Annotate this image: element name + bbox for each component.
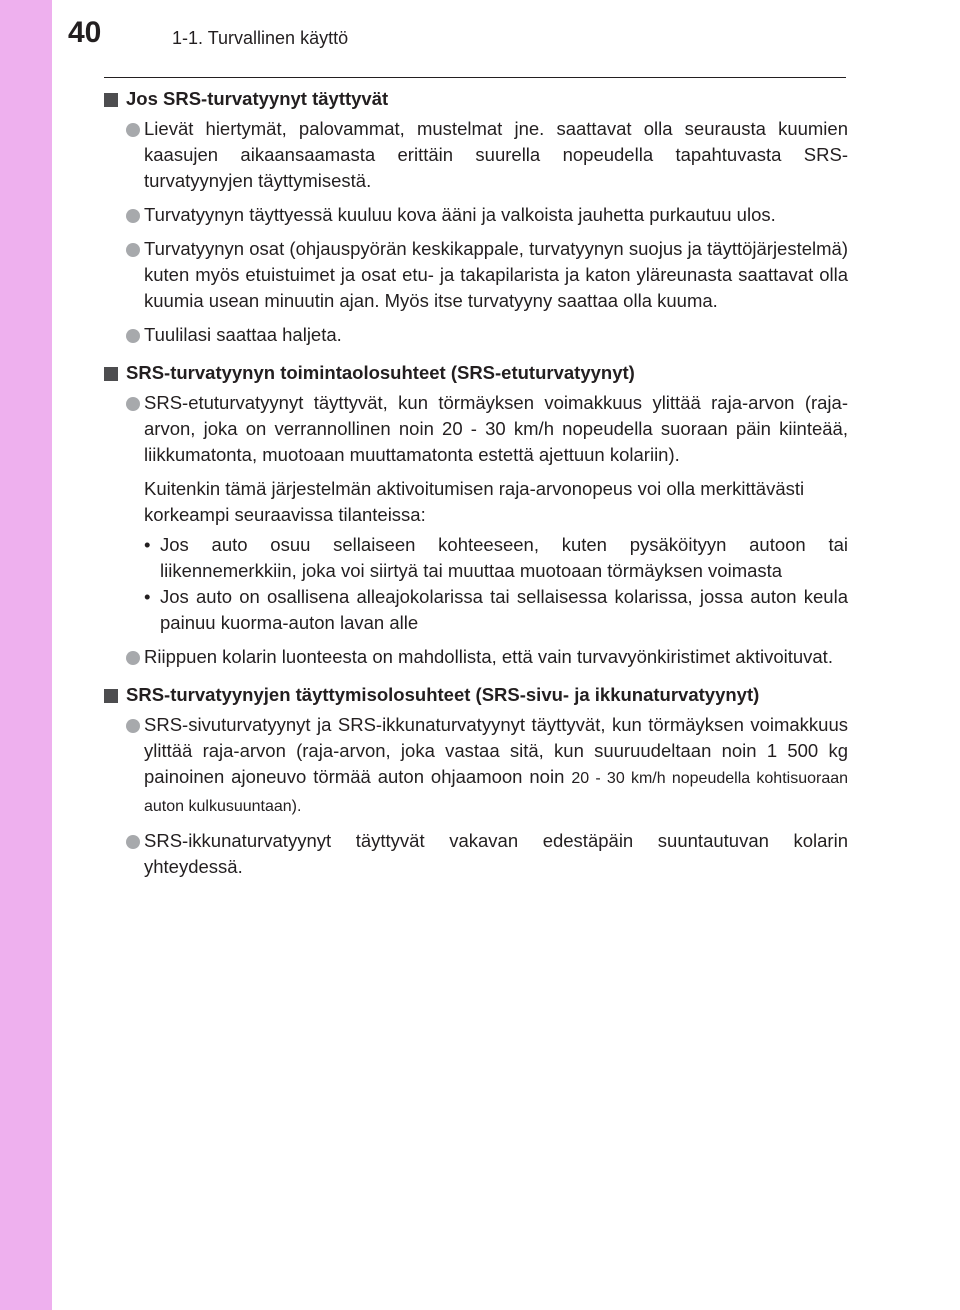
- sub-list-item: [104, 532, 848, 584]
- circle-bullet-icon: [126, 397, 140, 411]
- section-title: 1-1. Turvallinen käyttö: [172, 28, 349, 48]
- list-item-text: SRS-sivuturvatyynyt ja SRS-ikkunaturvatyynyt täyttyvät, kun törmäyksen voimakkuus ylittää raja-arvon (raja-arvon, joka vastaa sitä, kun suuruudeltaan noin 1 500 kg painoinen ajoneuvo törmää auton ohjaamoon noin: [144, 714, 848, 787]
- list-item-text: SRS-etuturvatyynyt täyttyvät, kun törmäyksen voimakkuus ylittää raja-arvon (raja-arvon, joka on verrannollinen noin 20 - 30 km/h nopeudella suoraan päin kiinteää, liikkumatonta, muotoaan muuttamatonta estettä ajettuun kolariin).: [144, 392, 848, 465]
- list-item: [104, 644, 848, 670]
- chapter-tab: [0, 0, 52, 1310]
- heading-text: SRS-turvatyynyn toimintaolosuhteet (SRS-etuturvatyynyt): [126, 362, 635, 383]
- circle-bullet-icon: [126, 209, 140, 223]
- list-item-text-small: 20 - 30 km/h nopeudella kohtisuoraan auton kulkusuuntaan).: [144, 770, 849, 815]
- list-item: [104, 236, 848, 314]
- list-item-text: SRS-ikkunaturvatyynyt täyttyvät vakavan edestäpäin suuntautuvan kolarin yhteydessä.: [144, 830, 848, 877]
- square-bullet-icon: [104, 367, 118, 381]
- circle-bullet-icon: [126, 123, 140, 137]
- circle-bullet-icon: [126, 651, 140, 665]
- dot-bullet-icon: •: [144, 586, 151, 607]
- circle-bullet-icon: [126, 835, 140, 849]
- page-content: [104, 86, 848, 888]
- sub-list-item: [104, 584, 848, 636]
- heading-text: Jos SRS-turvatyynyt täyttyvät: [126, 88, 389, 109]
- list-item-text: Turvatyynyn osat (ohjauspyörän keskikappale, turvatyynyn suojus ja täyttöjärjestelmä) kuten myös etuistuimet ja osat etu- ja takapilarista ja katon yläreunasta saattavat olla kuumia usean minuutin ajan. Myös itse turvatyyny saattaa olla kuuma.: [144, 238, 848, 311]
- list-item: [104, 712, 848, 820]
- section-heading: [104, 86, 848, 112]
- paragraph: Kuitenkin tämä järjestelmän aktivoitumisen raja-arvonopeus voi olla merkittävästi korkeampi seuraavissa tilanteissa:: [144, 478, 805, 525]
- circle-bullet-icon: [126, 243, 140, 257]
- sub-list-item-text: Jos auto osuu sellaiseen kohteeseen, kuten pysäköityyn autoon tai liikennemerkkiin, joka voi siirtyä tai muuttaa muotoaan törmäyksen voimasta: [160, 534, 848, 581]
- square-bullet-icon: [104, 689, 118, 703]
- list-item: [104, 116, 848, 194]
- sub-list-item-text: Jos auto on osallisena alleajokolarissa tai sellaisessa kolarissa, jossa auton keula painuu kuorma-auton lavan alle: [160, 586, 848, 633]
- square-bullet-icon: [104, 93, 118, 107]
- circle-bullet-icon: [126, 329, 140, 343]
- dot-bullet-icon: •: [144, 534, 151, 555]
- page-number: 40: [68, 16, 102, 49]
- section-heading: [104, 682, 848, 708]
- list-item: [104, 322, 848, 348]
- list-item-text: Riippuen kolarin luonteesta on mahdollista, että vain turvavyönkiristimet aktivoituvat.: [144, 646, 833, 667]
- list-item-text: Tuulilasi saattaa haljeta.: [144, 324, 342, 345]
- heading-text: SRS-turvatyynyjen täyttymisolosuhteet (SRS-sivu- ja ikkunaturvatyynyt): [126, 684, 760, 705]
- list-item: [104, 202, 848, 228]
- circle-bullet-icon: [126, 719, 140, 733]
- list-item-text: Turvatyynyn täyttyessä kuuluu kova ääni ja valkoista jauhetta purkautuu ulos.: [144, 204, 776, 225]
- list-item: [104, 390, 848, 468]
- section-heading: [104, 360, 848, 386]
- list-item-text: Lievät hiertymät, palovammat, mustelmat jne. saattavat olla seurausta kuumien kaasujen aikaansaamasta erittäin suurella nopeudella tapahtuvasta SRS-turvatyynyjen täyttymisestä.: [144, 118, 848, 191]
- header-divider: [104, 77, 846, 78]
- list-item: [104, 828, 848, 880]
